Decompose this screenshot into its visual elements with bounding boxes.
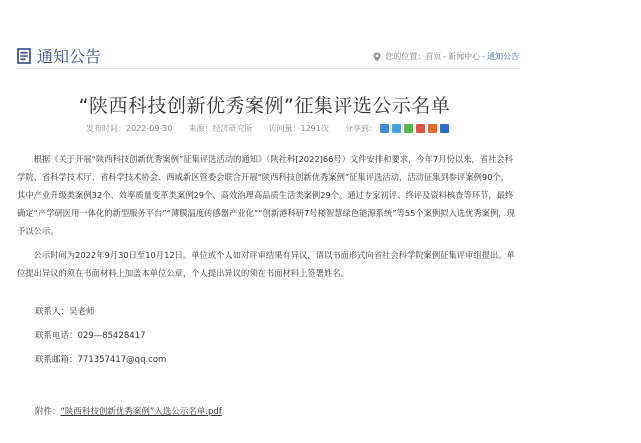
- section-title: [17, 44, 101, 67]
- location-pin-icon: [373, 52, 381, 62]
- article-title: “陕西科技创新优秀案例”征集评选公示名单: [78, 95, 451, 117]
- renren-share-icon[interactable]: [440, 124, 449, 133]
- contact-phone: 联系电话：029—85428417: [35, 331, 146, 341]
- contact-email: 联系邮箱：771357417@qq.com: [35, 355, 167, 365]
- notice-icon: [17, 48, 31, 64]
- article-body: [17, 150, 517, 282]
- breadcrumb: [373, 51, 519, 62]
- publish-date: 发布时间：2022-09-30: [86, 124, 173, 133]
- contact-person: 联系人：吴老师: [35, 307, 95, 317]
- header-divider: [17, 68, 520, 69]
- share-label: 分享到：: [344, 124, 377, 133]
- wechat-share-icon[interactable]: [404, 124, 413, 133]
- qzone-share-icon[interactable]: [380, 124, 389, 133]
- weibo-share-icon[interactable]: [392, 124, 401, 133]
- breadcrumb-label: 您的位置：: [385, 52, 426, 61]
- douban-share-icon[interactable]: [428, 124, 437, 133]
- breadcrumb-news[interactable]: 新闻中心: [448, 52, 481, 61]
- paragraph-objection: 公示时间为2022年9月30日至10月12日。单位或个人如对评审结果有异议，请以书面形式向省社会科学院案例征集评审组提出。单位提出异议的须在书面材料上加盖本单位公章，个人提出异议的须在书面材料上签署姓名。: [17, 250, 515, 278]
- attachment-label: 附件：: [35, 407, 61, 417]
- attachment-link[interactable]: “陕西科技创新优秀案例”入选公示名单.pdf: [60, 407, 222, 417]
- article-meta: [86, 123, 449, 134]
- paragraph-announcement: 根据《关于开展“陕西科技创新优秀案例”征集评选活动的通知》（陕社科[2022]66号）文件安排和要求，今年7月份以来，省社会科学院、省科学技术厅、省科学技术协会、西咸新区管委会联合开展“陕西科技创新优秀案例”征集评选活动，活动征集到参评案例90个，其中产业升级类案例32个、效率质量变革类案例29个、高效治理高品质生活类案例29个。通过专家初评、终评及资料核查等环节，最终确定“产学研医用一体化的新型服务平台”“薄膜温度传感器产业化”“创新港科研7号楼智慧绿色能源系统”等55个案例拟入选优秀案例，现予以公示。: [17, 154, 515, 236]
- article-source: 来源：经济研究所: [188, 124, 253, 133]
- breadcrumb-separator: -: [482, 52, 485, 61]
- breadcrumb-separator: -: [443, 52, 447, 61]
- share-bar: [345, 123, 449, 134]
- breadcrumb-home[interactable]: 首页: [425, 52, 442, 61]
- tencent-weibo-share-icon[interactable]: [416, 124, 425, 133]
- breadcrumb-current[interactable]: 通知公告: [487, 52, 519, 61]
- section-title-text: 通知公告: [37, 47, 102, 66]
- view-count: 访问量：1291次: [268, 124, 329, 133]
- attachment: [35, 405, 222, 417]
- page-header: [0, 0, 641, 78]
